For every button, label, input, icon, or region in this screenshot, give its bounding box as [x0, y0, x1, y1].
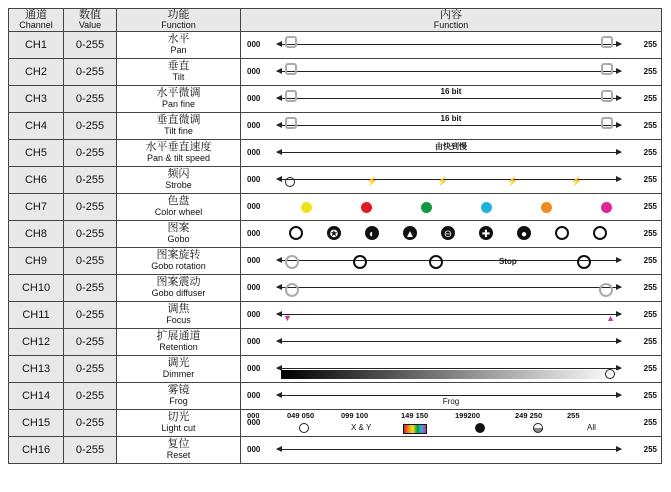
value-cell: 0-255 — [64, 275, 117, 302]
function-cell — [117, 167, 241, 194]
channel-cell: CH5 — [9, 140, 64, 167]
gobo-end-icon — [599, 283, 613, 297]
table-row — [9, 32, 662, 59]
range-low: 000 — [247, 391, 261, 400]
range-note: Frog — [442, 397, 460, 406]
content-cell — [241, 113, 662, 140]
lightcut-range-label: 255 — [567, 411, 580, 420]
table-row — [9, 437, 662, 464]
range-low: 000 — [247, 256, 261, 265]
content-cell — [241, 248, 662, 275]
function-cn: 扩展通道 — [156, 330, 201, 342]
table-row — [9, 113, 662, 140]
range-high: 255 — [643, 40, 657, 49]
function-cell — [117, 329, 241, 356]
range-high: 255 — [643, 175, 657, 184]
focus-far-icon: ▲ — [606, 313, 615, 323]
range-high: 255 — [643, 202, 657, 211]
table-row — [9, 59, 662, 86]
function-cn: 图案旋转 — [156, 249, 201, 261]
channel-cell: CH1 — [9, 32, 64, 59]
range-note: 16 bit — [440, 114, 462, 123]
function-cell — [117, 113, 241, 140]
range-low: 000 — [247, 418, 261, 427]
channel-cell: CH6 — [9, 167, 64, 194]
function-cn: 复位 — [167, 438, 190, 450]
lightcut-range-label: 099 100 — [341, 411, 369, 420]
channel-cell: CH4 — [9, 113, 64, 140]
table-row — [9, 383, 662, 410]
channel-cell: CH11 — [9, 302, 64, 329]
table-row — [9, 329, 662, 356]
content-diagram — [241, 383, 661, 409]
function-en: Dimmer — [162, 369, 195, 379]
content-diagram — [241, 356, 661, 382]
range-low: 000 — [247, 94, 261, 103]
strobe-icon: ⚡ — [366, 176, 378, 186]
range-arrow — [277, 179, 621, 180]
content-cell — [241, 275, 662, 302]
content-cell — [241, 194, 662, 221]
gobo-5-icon: ⊖ — [441, 226, 455, 240]
channel-cell: CH12 — [9, 329, 64, 356]
content-diagram — [241, 410, 661, 436]
content-diagram — [241, 275, 661, 301]
range-low: 000 — [247, 202, 261, 211]
channel-cell: CH7 — [9, 194, 64, 221]
content-diagram — [241, 113, 661, 139]
range-low: 000 — [247, 283, 261, 292]
gobo-rotation-icon — [429, 255, 443, 269]
channel-cell: CH2 — [9, 59, 64, 86]
function-cn: 垂直 — [167, 60, 190, 72]
range-high: 255 — [643, 256, 657, 265]
function-cell — [117, 410, 241, 437]
channel-cell: CH14 — [9, 383, 64, 410]
range-low: 000 — [247, 148, 261, 157]
header-function: 功能 Function — [117, 9, 241, 32]
gobo-3-icon: ◐ — [365, 226, 379, 240]
color-red-icon — [361, 202, 372, 213]
content-cell — [241, 59, 662, 86]
content-diagram — [241, 302, 661, 328]
range-high: 255 — [643, 391, 657, 400]
range-high: 255 — [643, 445, 657, 454]
range-arrow — [277, 341, 621, 342]
content-cell — [241, 32, 662, 59]
function-en: Gobo rotation — [151, 261, 206, 271]
lamp-start-icon — [285, 90, 297, 102]
function-cn: 切光 — [167, 411, 190, 423]
range-arrow — [277, 287, 621, 288]
function-cn: 水平垂直速度 — [145, 141, 212, 153]
table-row — [9, 356, 662, 383]
function-cell — [117, 302, 241, 329]
range-high: 255 — [643, 148, 657, 157]
value-cell: 0-255 — [64, 86, 117, 113]
value-cell: 0-255 — [64, 329, 117, 356]
function-en: Tilt fine — [164, 126, 193, 136]
table-row — [9, 140, 662, 167]
header-channel: 通道 Channel — [9, 9, 64, 32]
content-diagram — [241, 194, 661, 220]
function-en: Focus — [166, 315, 191, 325]
strobe-icon: ⚡ — [437, 176, 449, 186]
value-cell: 0-255 — [64, 140, 117, 167]
range-high: 255 — [643, 310, 657, 319]
content-cell — [241, 167, 662, 194]
range-low: 000 — [247, 175, 261, 184]
lightcut-half-icon — [533, 423, 543, 433]
content-cell — [241, 410, 662, 437]
range-arrow — [277, 449, 621, 450]
value-cell: 0-255 — [64, 59, 117, 86]
function-cell — [117, 194, 241, 221]
color-magenta-icon — [601, 202, 612, 213]
function-en: Strobe — [165, 180, 192, 190]
function-en: Gobo diffuser — [151, 288, 206, 298]
range-high: 255 — [643, 337, 657, 346]
table-row — [9, 194, 662, 221]
value-cell: 0-255 — [64, 356, 117, 383]
function-cn: 图案 — [167, 222, 190, 234]
range-high: 255 — [643, 418, 657, 427]
channel-cell: CH16 — [9, 437, 64, 464]
range-low: 000 — [247, 310, 261, 319]
value-cell: 0-255 — [64, 302, 117, 329]
function-cell — [117, 59, 241, 86]
gobo-rotation-icon — [353, 255, 367, 269]
table-row — [9, 248, 662, 275]
channel-cell: CH3 — [9, 86, 64, 113]
table-row — [9, 86, 662, 113]
content-cell — [241, 302, 662, 329]
value-cell: 0-255 — [64, 167, 117, 194]
channel-cell: CH10 — [9, 275, 64, 302]
function-cn: 图案震动 — [156, 276, 201, 288]
lamp-end-icon — [601, 36, 613, 48]
lightcut-range-label: 049 050 — [287, 411, 315, 420]
content-diagram — [241, 167, 661, 193]
lamp-start-icon — [285, 36, 297, 48]
table-row — [9, 221, 662, 248]
lightcut-range-label: 249 250 — [515, 411, 543, 420]
range-high: 255 — [643, 229, 657, 238]
function-cn: 调焦 — [167, 303, 190, 315]
function-en: Color wheel — [154, 207, 203, 217]
function-cell — [117, 275, 241, 302]
function-cn: 调光 — [167, 357, 190, 369]
function-cn: 水平微调 — [156, 87, 201, 99]
function-cn: 雾镜 — [167, 384, 190, 396]
gobo-rotation-icon — [577, 255, 591, 269]
value-cell: 0-255 — [64, 113, 117, 140]
value-cell: 0-255 — [64, 32, 117, 59]
range-arrow — [277, 44, 621, 45]
content-diagram — [241, 221, 661, 247]
function-en: Retention — [159, 342, 198, 352]
range-arrow — [277, 98, 621, 99]
color-bars-icon — [403, 424, 427, 434]
color-green-icon — [421, 202, 432, 213]
color-cyan-icon — [481, 202, 492, 213]
content-cell — [241, 86, 662, 113]
range-arrow — [277, 152, 621, 153]
function-en: Reset — [166, 450, 191, 460]
stop-label: Stop — [499, 257, 517, 266]
range-high: 255 — [643, 283, 657, 292]
lightcut-range-label: 000 — [247, 411, 260, 420]
function-cell — [117, 86, 241, 113]
function-cn: 垂直微调 — [156, 114, 201, 126]
function-cn: 水平 — [167, 33, 190, 45]
channel-cell: CH8 — [9, 221, 64, 248]
range-low: 000 — [247, 40, 261, 49]
content-cell — [241, 221, 662, 248]
value-cell: 0-255 — [64, 221, 117, 248]
lightcut-range-label: 149 150 — [401, 411, 429, 420]
function-en: Pan & tilt speed — [146, 153, 211, 163]
gobo-start-icon — [285, 283, 299, 297]
dmx-channel-table — [8, 8, 662, 464]
color-orange-icon — [541, 202, 552, 213]
lightcut-range-label: 199200 — [455, 411, 481, 420]
function-en: Tilt — [172, 72, 185, 82]
content-diagram — [241, 32, 661, 58]
content-cell — [241, 437, 662, 464]
function-en: Light cut — [161, 423, 196, 433]
lamp-end-icon — [601, 63, 613, 75]
lamp-end-icon — [601, 117, 613, 129]
range-arrow — [277, 368, 621, 369]
function-cell — [117, 221, 241, 248]
dimmer-gradient — [281, 370, 617, 379]
lamp-start-icon — [285, 63, 297, 75]
table-row — [9, 167, 662, 194]
range-high: 255 — [643, 67, 657, 76]
content-diagram — [241, 86, 661, 112]
function-cell — [117, 140, 241, 167]
gobo-rotation-icon — [285, 255, 299, 269]
function-en: Frog — [169, 396, 188, 406]
function-en: Pan — [170, 45, 187, 55]
channel-cell: CH13 — [9, 356, 64, 383]
content-diagram — [241, 329, 661, 355]
lamp-start-icon — [285, 117, 297, 129]
range-low: 000 — [247, 364, 261, 373]
function-cell — [117, 437, 241, 464]
function-en: Pan fine — [161, 99, 196, 109]
gobo-9-icon — [593, 226, 607, 240]
color-yellow-icon — [301, 202, 312, 213]
function-en: Gobo — [167, 234, 190, 244]
range-high: 255 — [643, 364, 657, 373]
gobo-7-icon: ● — [517, 226, 531, 240]
channel-cell: CH15 — [9, 410, 64, 437]
range-low: 000 — [247, 445, 261, 454]
channel-cell: CH9 — [9, 248, 64, 275]
lamp-end-icon — [601, 90, 613, 102]
range-arrow — [277, 260, 621, 261]
gobo-8-icon — [555, 226, 569, 240]
table-row — [9, 302, 662, 329]
gobo-1-icon — [289, 226, 303, 240]
open-shutter-icon — [285, 177, 295, 187]
strobe-icon: ⚡ — [571, 176, 583, 186]
function-cn: 色盘 — [167, 195, 190, 207]
content-cell — [241, 383, 662, 410]
range-low: 000 — [247, 121, 261, 130]
range-arrow — [277, 395, 621, 396]
value-cell: 0-255 — [64, 410, 117, 437]
header-value: 数值 Value — [64, 9, 117, 32]
table-header — [9, 9, 662, 32]
strobe-icon: ⚡ — [507, 176, 519, 186]
gobo-2-icon: ✪ — [327, 226, 341, 240]
function-cn: 频闪 — [167, 168, 190, 180]
range-arrow — [277, 125, 621, 126]
value-cell: 0-255 — [64, 437, 117, 464]
content-diagram — [241, 437, 661, 463]
range-low: 000 — [247, 337, 261, 346]
content-diagram — [241, 59, 661, 85]
range-high: 255 — [643, 94, 657, 103]
range-high: 255 — [643, 121, 657, 130]
all-label: All — [587, 423, 596, 432]
content-cell — [241, 329, 662, 356]
range-arrow — [277, 314, 621, 315]
table-row — [9, 410, 662, 437]
dimmer-open-icon — [605, 369, 615, 379]
lightcut-open-icon — [299, 423, 309, 433]
gobo-6-icon: ✚ — [479, 226, 493, 240]
function-cell — [117, 32, 241, 59]
range-note: 由快到慢 — [435, 142, 467, 151]
table-row — [9, 275, 662, 302]
value-cell: 0-255 — [64, 194, 117, 221]
xy-label: X & Y — [351, 423, 372, 432]
range-arrow — [277, 71, 621, 72]
range-note: 16 bit — [440, 87, 462, 96]
lightcut-gobo-icon — [475, 423, 485, 433]
gobo-4-icon: ▲ — [403, 226, 417, 240]
content-diagram — [241, 248, 661, 274]
range-low: 000 — [247, 229, 261, 238]
function-cell — [117, 248, 241, 275]
focus-near-icon: ▼ — [283, 313, 292, 323]
function-cell — [117, 383, 241, 410]
value-cell: 0-255 — [64, 248, 117, 275]
header-content: 内容 Function — [241, 9, 662, 32]
range-low: 000 — [247, 67, 261, 76]
content-cell — [241, 356, 662, 383]
function-cell — [117, 356, 241, 383]
value-cell: 0-255 — [64, 383, 117, 410]
content-cell — [241, 140, 662, 167]
content-diagram — [241, 140, 661, 166]
